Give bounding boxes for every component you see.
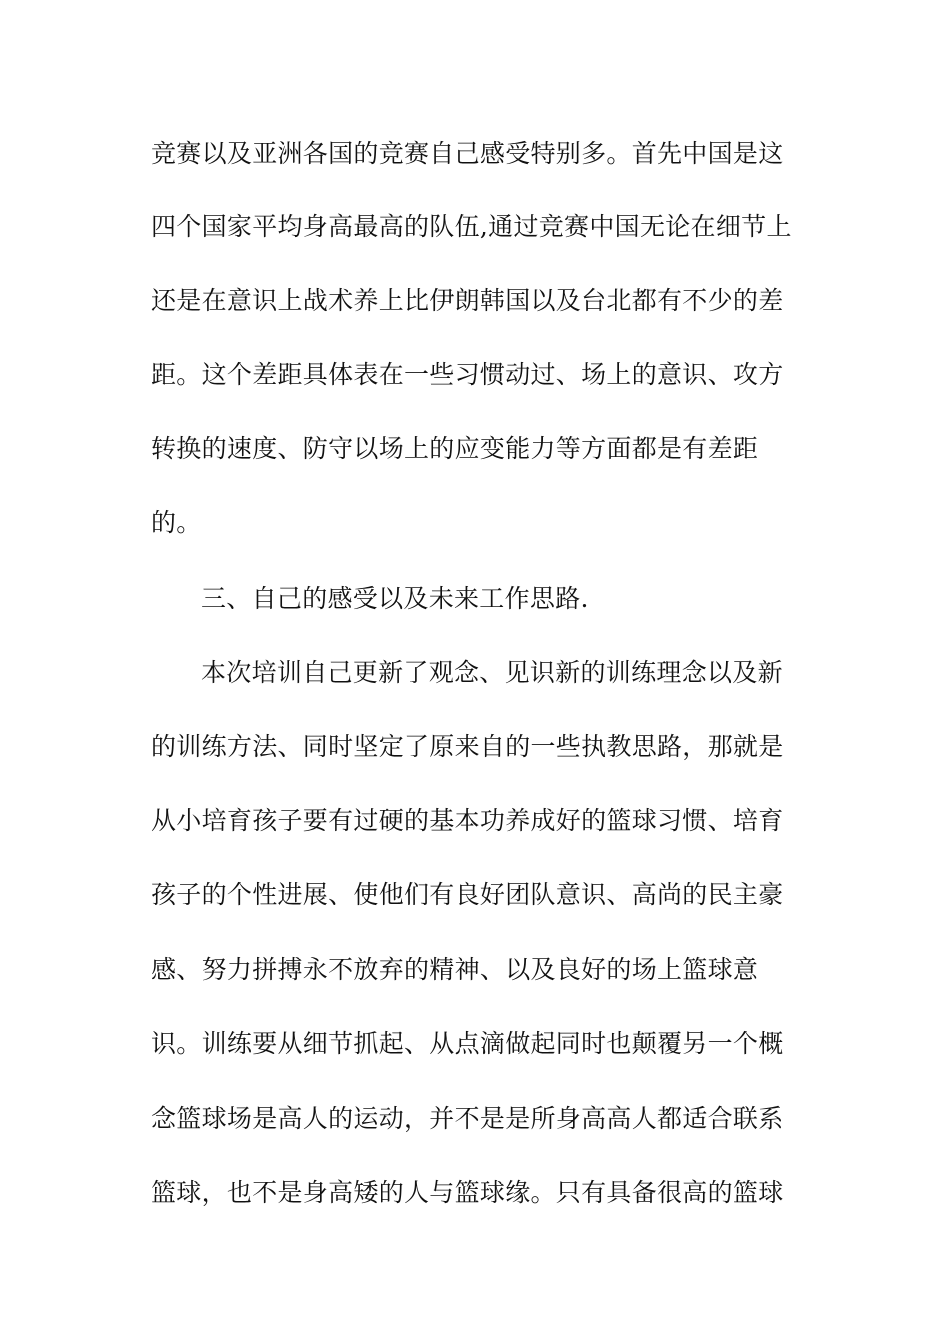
text-line: 篮球，也不是身高矮的人与篮球缘。只有具备很高的篮球 [151, 1178, 784, 1207]
text-line: 孩子的个性进展、使他们有良好团队意识、高尚的民主豪 [151, 880, 784, 909]
paragraph-first-line: 本次培训自己更新了观念、见识新的训练理念以及新 [201, 658, 783, 687]
text-line: 的训练方法、同时坚定了原来自的一些执教思路，那就是 [151, 732, 784, 761]
text-line: 转换的速度、防守以场上的应变能力等方面都是有差距 [151, 434, 759, 463]
text-line: 念篮球场是高人的运动，并不是是所身高高人都适合联系 [151, 1104, 784, 1133]
text-line: 感、努力拼搏永不放弃的精神、以及良好的场上篮球意 [151, 955, 759, 984]
text-line: 竞赛以及亚洲各国的竞赛自己感受特别多。首先中国是这 [151, 139, 784, 168]
text-line: 四个国家平均身高最高的队伍,通过竞赛中国无论在细节上 [151, 212, 792, 241]
text-line: 识。训练要从细节抓起、从点滴做起同时也颠覆另一个概 [151, 1029, 784, 1058]
text-line: 从小培育孩子要有过硬的基本功养成好的篮球习惯、培育 [151, 806, 784, 835]
text-line: 距。这个差距具体表在一些习惯动过、场上的意识、攻方 [151, 360, 784, 389]
text-line: 还是在意识上战术养上比伊朗韩国以及台北都有不少的差 [151, 286, 784, 315]
section-heading: 三、自己的感受以及未来工作思路. [201, 584, 589, 613]
text-line: 的。 [151, 508, 202, 537]
